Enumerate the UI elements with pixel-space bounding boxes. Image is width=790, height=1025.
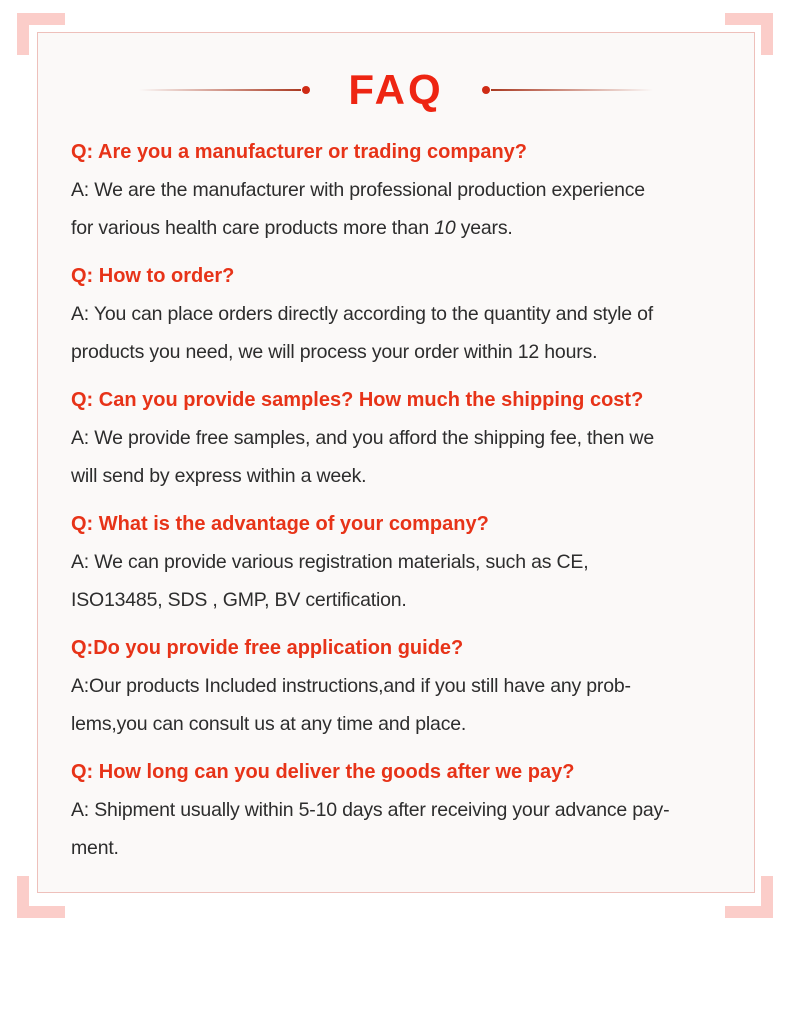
faq-answer-line: A:Our products Included instructions,and if you still have any prob- xyxy=(71,675,631,697)
faq-question: Q: How long can you deliver the goods after we pay? xyxy=(71,761,575,783)
faq-answer-line: will send by express within a week. xyxy=(71,465,367,487)
faq-item xyxy=(71,257,744,371)
faq-answer-line: A: We provide free samples, and you afford the shipping fee, then we xyxy=(71,427,654,449)
faq-answer-line: A: Shipment usually within 5-10 days after receiving your advance pay- xyxy=(71,799,670,821)
faq-answer-line: A: You can place orders directly according to the quantity and style of xyxy=(71,303,653,325)
faq-question: Q: Are you a manufacturer or trading company? xyxy=(71,141,528,163)
faq-panel xyxy=(37,32,755,893)
divider-dot-right xyxy=(482,86,490,94)
faq-answer-line: A: We can provide various registration materials, such as CE, xyxy=(71,551,589,573)
faq-question: Q: How to order? xyxy=(71,265,235,287)
faq-answer-line: ISO13485, SDS , GMP, BV certification. xyxy=(71,589,407,611)
faq-question: Q: Can you provide samples? How much the shipping cost? xyxy=(71,389,644,411)
faq-answer-line: products you need, we will process your order within 12 hours. xyxy=(71,341,598,363)
title-divider-right xyxy=(491,89,653,91)
faq-answer-line: ment. xyxy=(71,837,119,859)
title-divider-left xyxy=(139,89,301,91)
faq-item xyxy=(71,381,744,495)
faq-item xyxy=(71,133,744,247)
divider-dot-left xyxy=(302,86,310,94)
faq-question: Q:Do you provide free application guide? xyxy=(71,637,464,659)
faq-answer-line: A: We are the manufacturer with professional production experience xyxy=(71,179,645,201)
faq-answer-line: lems,you can consult us at any time and place. xyxy=(71,713,467,735)
faq-item xyxy=(71,505,744,619)
faq-item xyxy=(71,629,744,743)
faq-answer-line: for various health care products more than 10 years. xyxy=(71,217,513,239)
faq-item xyxy=(71,753,744,867)
faq-question: Q: What is the advantage of your company? xyxy=(71,513,489,535)
faq-header xyxy=(38,61,754,119)
faq-list xyxy=(38,133,754,867)
faq-title: FAQ xyxy=(348,66,444,113)
